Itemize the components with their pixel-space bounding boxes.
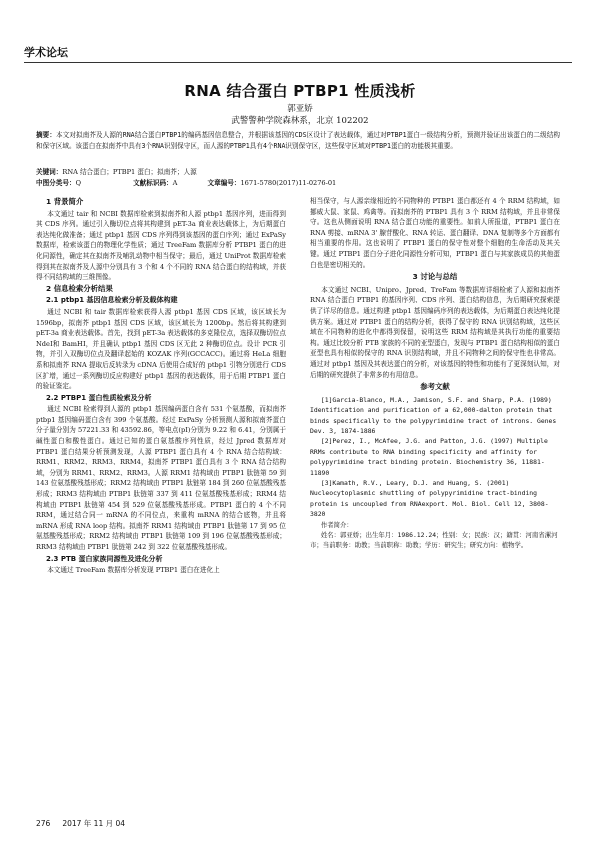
reference-item: [3]Kamath, R.V., Leary, D.J. and Huang, S. (2001) Nucleocytoplasmic shuttling of polypyrimidine tract-binding protein is uncoupled from RNAexport. Mol. Biol. Cell 12, 3808-3820 — [310, 478, 549, 519]
section-2-3-paragraph: 本文通过 TreeFam 数据库分析发现 PTBP1 蛋白在进化上 — [47, 566, 220, 575]
section-2-2-heading: 2.2 PTBP1 蛋白性质检索及分析 — [46, 393, 152, 402]
section-2-3-paragraph-continued: 相当保守，与人源亲缘相近的不同物种的 PTBP1 蛋白都还有 4 个 RRM 结构域，如挪威大鼠、家鼠、鸡禽等。而拟南芥的 PTBP1 具有 3 个 RRM 结构域，并且非常保守。这也从侧面说明 RNA 结合蛋白功能的重要性。如前人所报道，PTBP1 蛋白在 RNA 剪接、mRNA 3' 腺苷酸化、RNA 转运、蛋白翻译、DNA 复制等多个方面都有相当重要的作用。这也说明了 PTBP1 蛋白的保守性对整个细胞的生命活动及其关键。通过 PTBP1 蛋白分子进化同源性分析可知，PTBP1 蛋白与其家族成员的其他蛋白也是密切相关的。 — [310, 197, 560, 269]
abstract-block — [36, 130, 560, 152]
section-3-heading: 3 讨论与总结 — [412, 272, 458, 282]
header-rule — [24, 62, 572, 63]
clc-label: 中图分类号： — [36, 179, 76, 187]
keywords-line — [36, 167, 560, 178]
clc-value: Q — [75, 179, 81, 187]
reference-item: [2]Perez, I., McAfee, J.G. and Patton, J.G. (1997) Multiple RRMs contribute to RNA binding specificity and affinity for polypyrimidine tract binding protein. Biochemistry 36, 11881-11890 — [310, 437, 548, 477]
page-number: 276 — [36, 819, 51, 828]
right-column — [310, 196, 560, 551]
author-affiliation: 武警警种学院森林系，北京 102202 — [231, 116, 369, 126]
issue-date: 2017 年 11 月 04 — [62, 819, 126, 828]
keywords-label: 关键词： — [36, 168, 63, 176]
left-column — [36, 196, 286, 576]
section-2-2-paragraph: 通过 NCBI 检索得到人源的 ptbp1 基因编码蛋白含有 531 个氨基酸，而拟南芥 ptbp1 基因编码蛋白含有 399 个氨基酸。经过 ExPaSy 分析预测人源和拟南芥蛋白分子量分别为 57221.33 和 43592.86，等电点(pI)分别为 9.22 和 6.41，分别属于碱性蛋白和酸性蛋白。通过已知的蛋白氨基酸序列性质，经过 Jpred 数据库对 PTBP1 蛋白结果分析预测发现，人源 PTBP1 蛋白具有 4 个 RNA 结合结构域：RRM1、RRM2、RRM3、RRM4，拟南芥 PTBP1 蛋白具有 3 个 RNA 结合结构域，分别为 RRM1、RRM2、RRM3。人源 RRM1 结构域由 PTBP1 肽链第 59 到 143 位氨基酸残基形成；RRM2 结构域由 PTBP1 肽链第 184 到 260 位氨基酸残基形成；RRM3 结构域由 PTBP1 肽链第 337 到 411 位氨基酸残基形成；RRM4 结构域由 PTBP1 肽链第 454 到 529 位氨基酸残基形成。PTBP1 蛋白的 4 个不同 RRM，通过结合同一 mRNA 的不同位点，来重构 mRNA 的结合底物，并且将 mRNA 形成 RNA loop 结构。拟南芥 RRM1 结构域由 PTBP1 肽链第 17 到 95 位氨基酸残基形成；RRM2 结构域由 PTBP1 肽链第 109 到 196 位氨基酸残基形成；RRM3 结构域由 PTBP1 肽链第 242 到 322 位氨基酸残基形成。 — [36, 405, 286, 551]
author-bio: 姓名：郭亚娇；出生年月：1986.12.24；性别：女；民族：汉；籍贯：河南省漯河市；当前职务：助教；当前职称：助教；学历：研究生；研究方向：植物学。 — [310, 530, 558, 550]
header-label: 学术论坛 — [24, 46, 68, 59]
author-bio-label: 作者简介： — [320, 520, 353, 529]
keywords-text: RNA 结合蛋白；PTBP1 蛋白；拟南芥；人源 — [62, 168, 197, 176]
section-2-heading: 2 信息检索分析结果 — [46, 283, 113, 293]
section-3-paragraph: 本文通过 NCBI、Unipro、Jpred、TreFam 等数据库详细检索了人源和拟南芥 RNA 结合蛋白 PTBP1 的基因序列、CDS 序列、蛋白结构信息，为后期研究探索提供了详尽的信息。通过构建 ptbp1 基因编码序列的表达载体，为后期蛋白表达纯化提供方案。通过对 PTBP1 蛋白的结构分析，获得了保守的 RNA 识别结构域，这些区域在不同物种的进化中都得到保留，说明这些 RRM 结构域是其执行功能的重要结构。通过比较分析 PTB 家族的不同的亚型蛋白，发现与 PTBP1 蛋白结构相似的蛋白亚型也具有相似的保守的 RNA 识别结构域，并且不同物种之间的保守性也非常高。通过对 ptbp1 基因及其表达蛋白的分析，对该基因的特性和功能有了更深刻认知，对后期的研究提供了非常多的有用信息。 — [310, 285, 560, 379]
section-1-heading: 1 背景简介 — [46, 197, 84, 206]
abstract-text: 本文对拟南芥及人源的RNA结合蛋白PTBP1的编码基因信息整合，并根据该基因的CDS区设计了表达载体，通过对PTBP1蛋白一级结构分析，预测并验证出该蛋白的二级结构和保守区域。该蛋白在拟南芥中具有3个RNA识别保守区，而人源的PTBP1具有4个RNA识别保守区，这些保守区域对PTBP1蛋白的功能极其重要。 — [36, 131, 561, 150]
article-title: RNA 结合蛋白 PTBP1 性质浅析 — [184, 82, 416, 100]
page-footer — [36, 818, 137, 829]
reference-item: [1]Garcia-Blanco, M.A., Jamison, S.F. and Sharp, P.A. (1989) Identification and purification of a 62,000-dalton protein that binds specifically to the polypyrimidine tract of introns. Genes Dev. 3, 1874-1886 — [310, 395, 557, 435]
references-heading: 参考文献 — [420, 382, 450, 392]
doc-code-value: A — [172, 179, 178, 187]
classification-line — [36, 178, 560, 189]
article-id-value: 1671-5780(2017)11-0276-01 — [240, 179, 337, 187]
section-2-1-heading: 2.1 ptbp1 基因信息检索分析及载体构建 — [46, 296, 178, 305]
author-name: 郭亚娇 — [287, 104, 313, 114]
doc-code-label: 文献标识码： — [133, 179, 173, 187]
abstract-label: 摘要： — [36, 131, 57, 139]
section-2-3-heading: 2.3 PTB 蛋白家族同源性及进化分析 — [46, 554, 163, 563]
article-id-label: 文章编号： — [207, 179, 241, 187]
section-1-paragraph: 本文通过 tair 和 NCBI 数据库检索到拟南芥和人源 ptbp1 基因序列，进而得到其 CDS 序列。通过引入酶切位点将其构建到 pET-3a 商业表达载体上，为后期蛋白表达纯化做准备；通过 ptbp1 基因 CDS 序列得到该基因的蛋白序列；通过 ExPaSy 数据库，检索该蛋白的物理化学性质；通过 TreeFam 数据库分析 PTBP1 蛋白的进化同源性，确定其在拟南芥及哺乳动物中相当保守；最后，通过 UniProt 数据库检索得到其在拟南芥及人源中分别具有 3 个和 4 个不同的 RNA 结合蛋白的结构域，并获得不同结构域的三维图像。 — [36, 209, 286, 282]
section-2-1-paragraph: 通过 NCBI 和 tair 数据库检索获得人源 ptbp1 基因 CDS 区域，该区域长为 1596bp，拟南芥 ptbp1 基因 CDS 区域，该区域长为 1200bp。然后将其构建到 pET-3a 商业表达载体。首先，找到 pET-3a 表达载体的多克隆位点，选择双酶切位点 NdeⅠ和 BamHⅠ，并且确认 ptbp1 基因 CDS 区无此 2 种酶切位点。设计 PCR 引物，并引入双酶切位点及翻译起始的 KOZAK 序列(GCCACC)。通过将 HeLa 细胞系和拟南芥 RNA 提取后反转录为 cDNA 后使用合成好的 ptbp1 引物分别进行 CDS 区扩增，通过一系列酶切反应构建好 ptbp1 基因的表达载体，用于后期 PTBP1 蛋白的验证鉴定。 — [36, 307, 286, 391]
